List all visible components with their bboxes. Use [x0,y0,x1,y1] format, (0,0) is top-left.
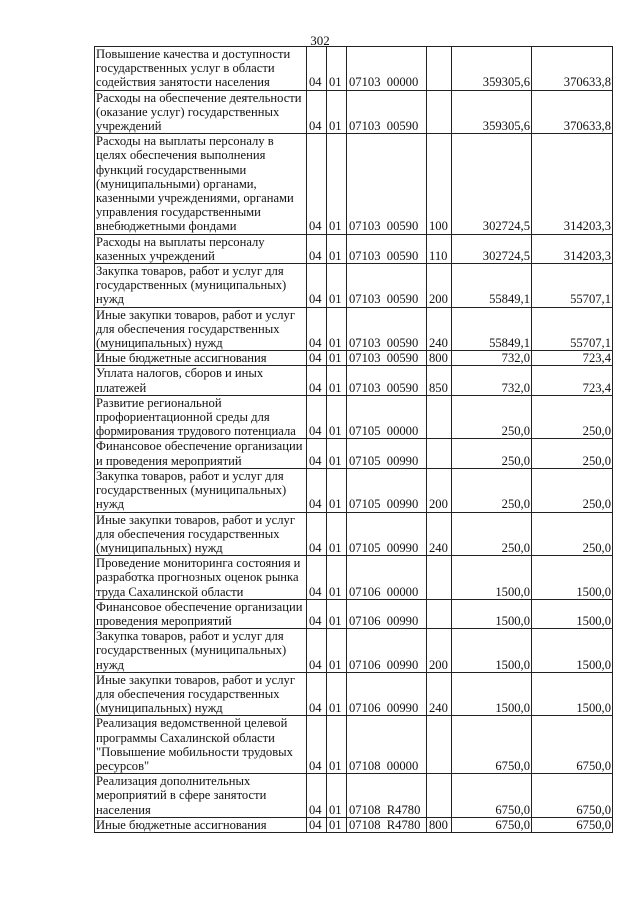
subsection-code: 01 [327,90,347,134]
budget-table [94,46,613,833]
item-name: Иные закупки товаров, работ и услуг для обеспечения государственных (муниципальных) нужд [95,512,307,556]
subsection-code: 01 [327,672,347,716]
table-row [95,512,613,556]
table-row [95,817,613,832]
target-article-code [347,351,427,366]
target-article-code [347,47,427,91]
amount-year-1: 1500,0 [452,629,532,673]
table-row [95,672,613,716]
expense-type-code: 100 [427,134,452,234]
target-article-code [347,90,427,134]
target-article-code [347,672,427,716]
amount-year-2: 723,4 [532,351,613,366]
program-code: 07105 [349,540,381,555]
section-code: 04 [307,439,327,468]
program-code: 07106 [349,657,381,672]
amount-year-2: 1500,0 [532,599,613,628]
section-code: 04 [307,351,327,366]
amount-year-2: 55707,1 [532,264,613,308]
amount-year-1: 55849,1 [452,264,532,308]
program-code: 07103 [349,75,381,90]
direction-code: 00990 [386,540,419,555]
item-name: Реализация ведомственной целевой программы Сахалинской области "Повышение мобильности трудовых ресурсов" [95,716,307,774]
target-article-code [347,134,427,234]
program-code: 07105 [349,424,381,439]
section-code: 04 [307,307,327,351]
amount-year-1: 302724,5 [452,234,532,263]
item-name: Иные бюджетные ассигнования [95,351,307,366]
section-code: 04 [307,774,327,818]
amount-year-1: 250,0 [452,439,532,468]
direction-code: 00590 [386,248,419,263]
target-article-code [347,264,427,308]
table-row [95,629,613,673]
amount-year-2: 55707,1 [532,307,613,351]
subsection-code: 01 [327,366,347,395]
amount-year-1: 1500,0 [452,599,532,628]
item-name: Проведение мониторинга состояния и разработка прогнозных оценок рынка труда Сахалинской области [95,556,307,600]
expense-type-code: 240 [427,672,452,716]
amount-year-2: 370633,8 [532,47,613,91]
direction-code: 00590 [386,219,419,234]
target-article-code [347,439,427,468]
amount-year-1: 359305,6 [452,90,532,134]
subsection-code: 01 [327,468,347,512]
target-article-code [347,556,427,600]
direction-code: 00990 [386,453,419,468]
item-name: Иные закупки товаров, работ и услуг для обеспечения государственных (муниципальных) нужд [95,307,307,351]
program-code: 07103 [349,219,381,234]
table-row [95,264,613,308]
program-code: 07108 [349,817,381,832]
subsection-code: 01 [327,47,347,91]
direction-code: R4780 [386,802,421,817]
amount-year-2: 723,4 [532,366,613,395]
subsection-code: 01 [327,307,347,351]
table-row [95,307,613,351]
amount-year-2: 250,0 [532,468,613,512]
expense-type-code [427,395,452,439]
table-row [95,395,613,439]
subsection-code: 01 [327,134,347,234]
table-row [95,90,613,134]
section-code: 04 [307,468,327,512]
program-code: 07103 [349,119,381,134]
item-name: Финансовое обеспечение организации и проведения мероприятий [95,439,307,468]
subsection-code: 01 [327,716,347,774]
item-name: Расходы на выплаты персоналу в целях обеспечения выполнения функций государственными (муниципальными) органами, казенными учреждениями, органами управления государственными внебюджетными фондами [95,134,307,234]
section-code: 04 [307,599,327,628]
subsection-code: 01 [327,512,347,556]
amount-year-2: 1500,0 [532,672,613,716]
amount-year-2: 370633,8 [532,90,613,134]
item-name: Расходы на выплаты персоналу казенных учреждений [95,234,307,263]
direction-code: 00590 [386,336,419,351]
subsection-code: 01 [327,599,347,628]
direction-code: 00000 [386,758,419,773]
section-code: 04 [307,629,327,673]
amount-year-1: 1500,0 [452,556,532,600]
program-code: 07108 [349,802,381,817]
direction-code: 00990 [386,497,419,512]
target-article-code [347,468,427,512]
target-article-code [347,512,427,556]
program-code: 07103 [349,292,381,307]
subsection-code: 01 [327,439,347,468]
direction-code: 00590 [386,380,419,395]
section-code: 04 [307,264,327,308]
amount-year-1: 302724,5 [452,134,532,234]
direction-code: 00000 [386,584,419,599]
section-code: 04 [307,817,327,832]
direction-code: 00000 [386,75,419,90]
amount-year-1: 6750,0 [452,716,532,774]
item-name: Закупка товаров, работ и услуг для государственных (муниципальных) нужд [95,264,307,308]
program-code: 07105 [349,453,381,468]
item-name: Расходы на обеспечение деятельности (оказание услуг) государственных учреждений [95,90,307,134]
budget-table-body [95,47,613,833]
expense-type-code [427,439,452,468]
table-row [95,234,613,263]
amount-year-2: 250,0 [532,395,613,439]
table-row [95,366,613,395]
target-article-code [347,599,427,628]
amount-year-1: 1500,0 [452,672,532,716]
amount-year-2: 6750,0 [532,774,613,818]
section-code: 04 [307,716,327,774]
target-article-code [347,629,427,673]
section-code: 04 [307,47,327,91]
item-name: Закупка товаров, работ и услуг для государственных (муниципальных) нужд [95,629,307,673]
amount-year-2: 6750,0 [532,817,613,832]
table-row [95,468,613,512]
direction-code: 00990 [386,701,419,716]
amount-year-2: 1500,0 [532,629,613,673]
expense-type-code: 200 [427,264,452,308]
target-article-code [347,716,427,774]
table-row [95,134,613,234]
subsection-code: 01 [327,351,347,366]
amount-year-1: 6750,0 [452,817,532,832]
direction-code: 00990 [386,613,419,628]
direction-code: 00590 [386,351,419,366]
target-article-code [347,817,427,832]
target-article-code [347,395,427,439]
item-name: Иные закупки товаров, работ и услуг для обеспечения государственных (муниципальных) нужд [95,672,307,716]
program-code: 07103 [349,336,381,351]
expense-type-code [427,556,452,600]
expense-type-code: 200 [427,629,452,673]
item-name: Реализация дополнительных мероприятий в сфере занятости населения [95,774,307,818]
amount-year-2: 250,0 [532,439,613,468]
target-article-code [347,234,427,263]
expense-type-code [427,599,452,628]
amount-year-1: 6750,0 [452,774,532,818]
program-code: 07105 [349,497,381,512]
subsection-code: 01 [327,234,347,263]
direction-code: 00000 [386,424,419,439]
amount-year-1: 359305,6 [452,47,532,91]
page-number: 302 [310,33,330,48]
table-row [95,351,613,366]
amount-year-1: 55849,1 [452,307,532,351]
direction-code: 00590 [386,119,419,134]
item-name: Финансовое обеспечение организации проведения мероприятий [95,599,307,628]
expense-type-code: 110 [427,234,452,263]
amount-year-2: 1500,0 [532,556,613,600]
program-code: 07106 [349,613,381,628]
amount-year-1: 250,0 [452,468,532,512]
subsection-code: 01 [327,629,347,673]
subsection-code: 01 [327,264,347,308]
section-code: 04 [307,134,327,234]
amount-year-1: 732,0 [452,366,532,395]
table-row [95,716,613,774]
expense-type-code: 800 [427,351,452,366]
subsection-code: 01 [327,395,347,439]
program-code: 07108 [349,758,381,773]
section-code: 04 [307,366,327,395]
item-name: Повышение качества и доступности государственных услуг в области содействия занятости населения [95,47,307,91]
amount-year-2: 6750,0 [532,716,613,774]
item-name: Уплата налогов, сборов и иных платежей [95,366,307,395]
direction-code: 00990 [386,657,419,672]
amount-year-2: 314203,3 [532,234,613,263]
amount-year-2: 314203,3 [532,134,613,234]
subsection-code: 01 [327,556,347,600]
section-code: 04 [307,672,327,716]
program-code: 07103 [349,380,381,395]
expense-type-code [427,47,452,91]
subsection-code: 01 [327,774,347,818]
target-article-code [347,307,427,351]
item-name: Закупка товаров, работ и услуг для государственных (муниципальных) нужд [95,468,307,512]
expense-type-code: 200 [427,468,452,512]
expense-type-code [427,90,452,134]
section-code: 04 [307,556,327,600]
amount-year-2: 250,0 [532,512,613,556]
expense-type-code: 800 [427,817,452,832]
direction-code: R4780 [386,817,421,832]
item-name: Иные бюджетные ассигнования [95,817,307,832]
table-row [95,47,613,91]
target-article-code [347,774,427,818]
section-code: 04 [307,234,327,263]
section-code: 04 [307,395,327,439]
table-row [95,556,613,600]
item-name: Развитие региональной профориентационной среды для формирования трудового потенциала [95,395,307,439]
section-code: 04 [307,90,327,134]
amount-year-1: 250,0 [452,395,532,439]
expense-type-code [427,774,452,818]
section-code: 04 [307,512,327,556]
program-code: 07103 [349,248,381,263]
program-code: 07106 [349,584,381,599]
table-row [95,774,613,818]
subsection-code: 01 [327,817,347,832]
program-code: 07106 [349,701,381,716]
table-row [95,599,613,628]
amount-year-1: 250,0 [452,512,532,556]
target-article-code [347,366,427,395]
expense-type-code [427,716,452,774]
expense-type-code: 850 [427,366,452,395]
program-code: 07103 [349,351,381,366]
amount-year-1: 732,0 [452,351,532,366]
expense-type-code: 240 [427,307,452,351]
expense-type-code: 240 [427,512,452,556]
table-row [95,439,613,468]
direction-code: 00590 [386,292,419,307]
